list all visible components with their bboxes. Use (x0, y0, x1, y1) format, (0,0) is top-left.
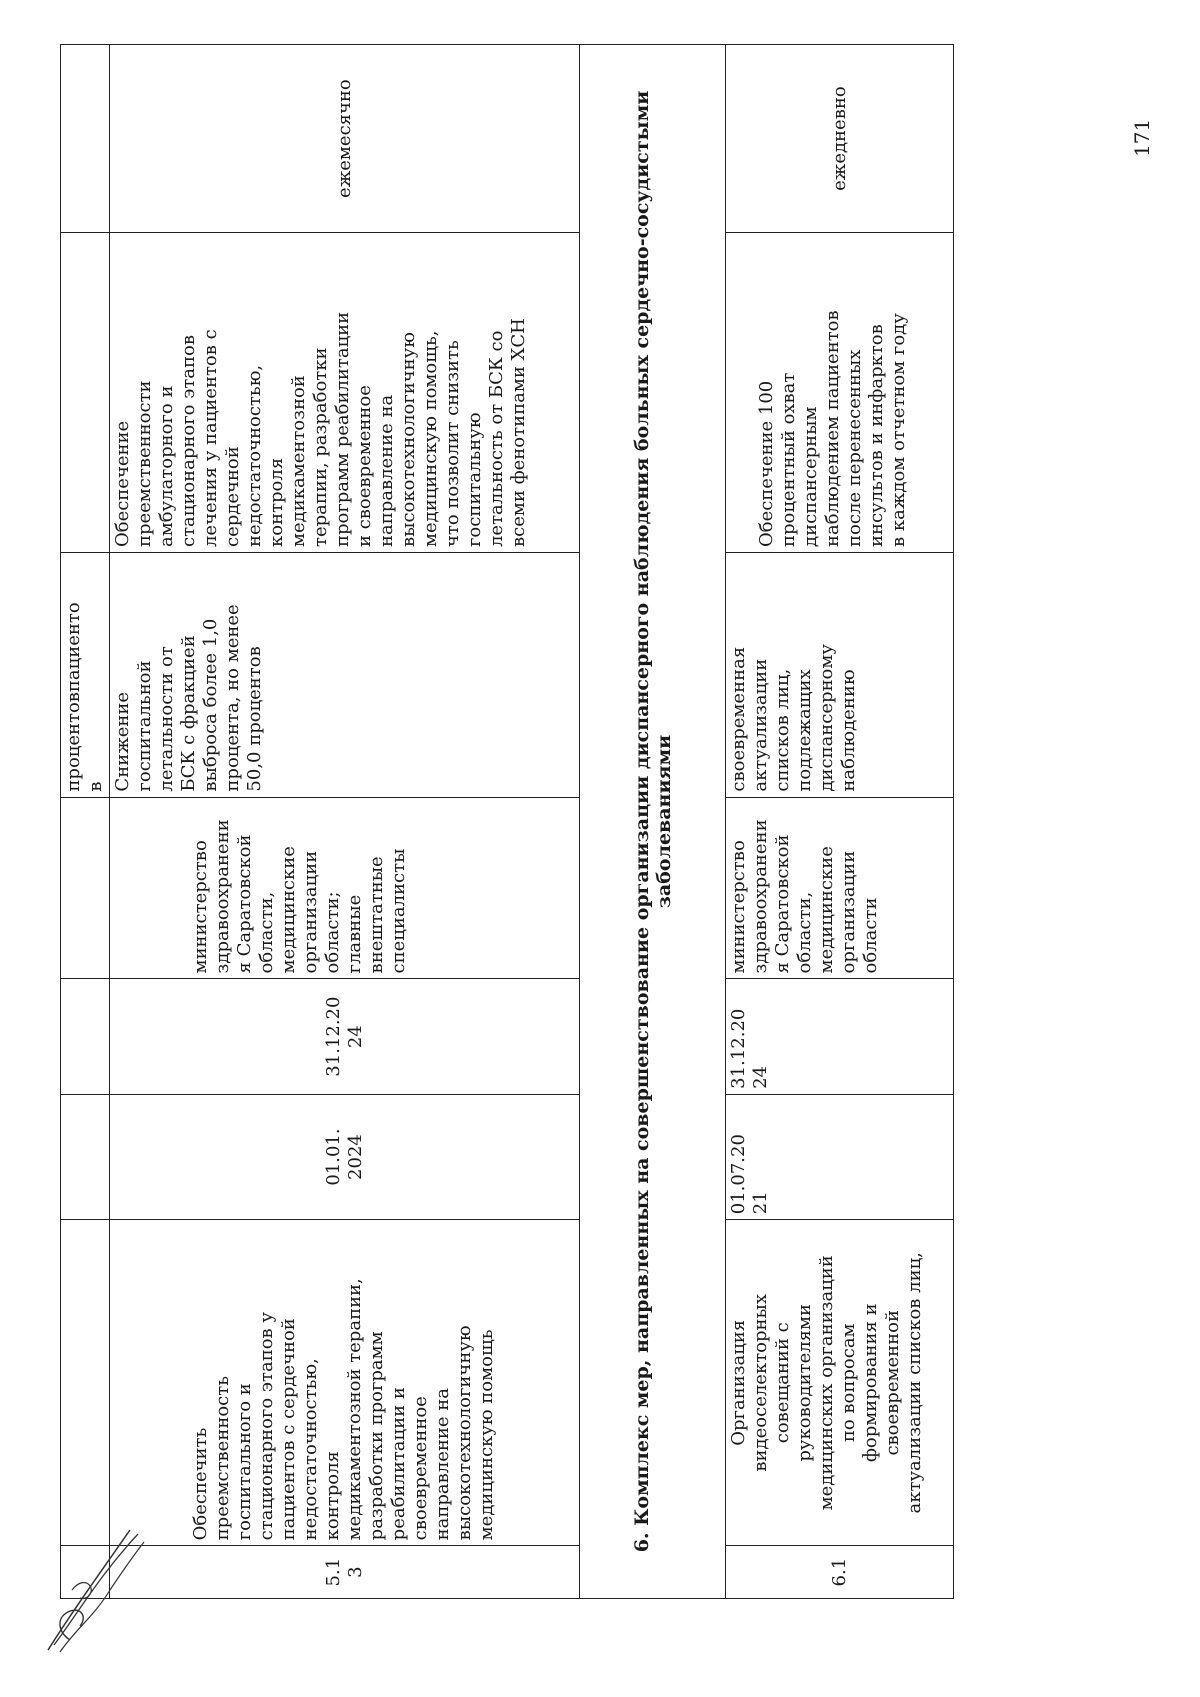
table-row-top (61, 45, 110, 1599)
cell-end-date: 31.12.20 24 (726, 979, 954, 1094)
cell-empty (61, 1094, 110, 1219)
cell-indicator: своевременная актуализации списков лиц, подлежащих диспансерному наблюдению (726, 553, 954, 798)
cell-empty (61, 1220, 110, 1546)
cell-start-date: 01.07.20 21 (726, 1094, 954, 1219)
cell-result: Обеспечение 100 процентный охват диспансерным наблюдением пациентов после перенесенных инсультов и инфарктов в каждом отчетном году (726, 233, 954, 553)
cell-responsible: министерство здравоохранени я Саратовской области, медицинские организации области; главные внештатные специалисты (110, 797, 580, 979)
cell-measure: Обеспечить преемственность госпитального и стационарного этапов у пациентов с сердечной недостаточностью, контроля медикаментозной терапии, разработки программ реабилитации и своевременное направление на высокотехнологичную медицинскую помощь (110, 1220, 580, 1546)
cell-number: 5.1 3 (110, 1546, 580, 1599)
section-6-heading: 6. Комплекс мер, направленных на совершенствование организации диспансерного наблюдения больных сердечно-сосудистыми заболеваниями (580, 45, 726, 1599)
cell-frequency: ежедневно (726, 45, 954, 233)
cell-number: 6.1 (726, 1546, 954, 1599)
cell-empty (61, 45, 110, 233)
cell-responsible: министерство здравоохранени я Саратовской области, медицинские организации области (726, 797, 954, 979)
table-row-section-heading (580, 45, 726, 1599)
page-number: 171 (1130, 118, 1154, 157)
cell-empty (61, 979, 110, 1094)
cell-start-date: 01.01. 2024 (110, 1094, 580, 1219)
cell-end-date: 31.12.20 24 (110, 979, 580, 1094)
cell-frequency: ежемесячно (110, 45, 580, 233)
cell-empty (61, 233, 110, 553)
cell-empty (61, 797, 110, 979)
cell-indicator: Снижение госпитальной летальности от БСК с фракцией выброса более 1,0 процента, но менее 50,0 процентов (110, 553, 580, 798)
table-row-6-1 (726, 45, 954, 1599)
table-row-5-13 (110, 45, 580, 1599)
handwritten-signature (40, 1520, 150, 1660)
cell-indicator-fragment: процентовпациенто в (61, 553, 110, 798)
cell-measure: Организация видеоселекторных совещаний с руководителями медицинских организаций по вопросам формирования и своевременной актуализации списков лиц, (726, 1220, 954, 1546)
plan-table (60, 44, 954, 1599)
cell-result: Обеспечение преемственности амбулаторного и стационарного этапов лечения у пациентов с сердечной недостаточностью, контроля медикаментозной терапии, разработки программ реабилитации и своевременное направление на высокотехнологичную медицинскую помощь, что позволит снизить госпитальную летальность от БСК со всеми фенотипами ХСН (110, 233, 580, 553)
